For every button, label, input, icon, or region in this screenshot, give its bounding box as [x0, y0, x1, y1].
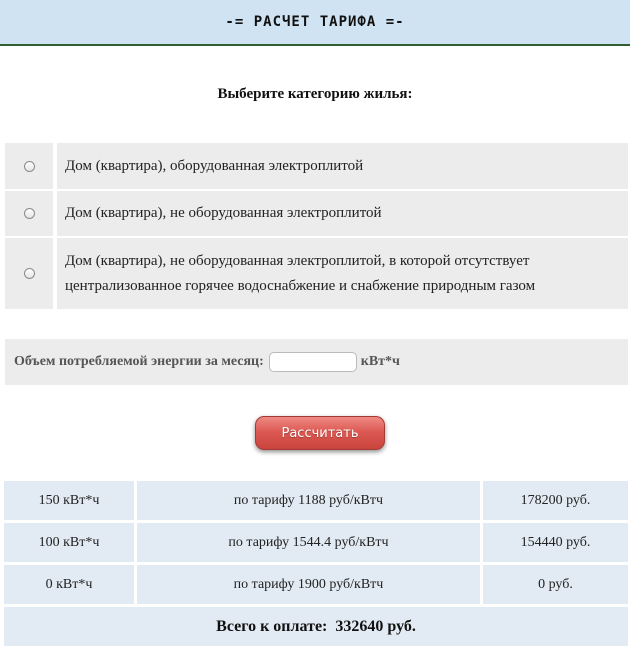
category-radio-3[interactable] — [24, 268, 35, 279]
table-row — [4, 523, 628, 562]
tariff-cell: по тарифу 1544.4 руб/кВтч — [137, 523, 480, 562]
total-label: Всего к оплате: — [216, 617, 328, 635]
results-table — [4, 481, 628, 607]
category-option-label: Дом (квартира), не оборудованная электроплитой, в которой отсутствует централизованное горячее водоснабжение и снабжение природным газом — [57, 238, 628, 309]
category-option-1[interactable] — [5, 143, 628, 189]
cost-cell: 0 руб. — [483, 565, 628, 604]
amount-cell: 100 кВт*ч — [4, 523, 134, 562]
radio-cell — [5, 238, 53, 309]
total-value: 332640 руб. — [335, 617, 416, 635]
amount-cell: 0 кВт*ч — [4, 565, 134, 604]
page-title: -= РАСЧЕТ ТАРИФА =- — [225, 14, 405, 30]
category-option-3[interactable] — [5, 238, 628, 309]
cost-cell: 154440 руб. — [483, 523, 628, 562]
total-row — [4, 607, 628, 646]
category-radio-2[interactable] — [24, 208, 35, 219]
calculate-button[interactable]: Рассчитать — [255, 416, 385, 450]
table-row — [4, 565, 628, 604]
category-option-label: Дом (квартира), оборудованная электроплитой — [57, 143, 628, 189]
table-row — [4, 481, 628, 520]
radio-cell — [5, 143, 53, 189]
category-option-label: Дом (квартира), не оборудованная электроплитой — [57, 191, 628, 236]
cost-cell: 178200 руб. — [483, 481, 628, 520]
amount-cell: 150 кВт*ч — [4, 481, 134, 520]
tariff-cell: по тарифу 1900 руб/кВтч — [137, 565, 480, 604]
category-option-2[interactable] — [5, 191, 628, 236]
page-header — [0, 0, 630, 46]
radio-cell — [5, 191, 53, 236]
tariff-cell: по тарифу 1188 руб/кВтч — [137, 481, 480, 520]
category-radio-1[interactable] — [24, 161, 35, 172]
energy-input[interactable] — [269, 352, 357, 372]
energy-label: Объем потребляемой энергии за месяц: — [14, 354, 264, 369]
category-prompt: Выберите категорию жилья: — [217, 86, 413, 102]
energy-input-row — [5, 339, 628, 385]
energy-unit: кВт*ч — [360, 354, 400, 369]
